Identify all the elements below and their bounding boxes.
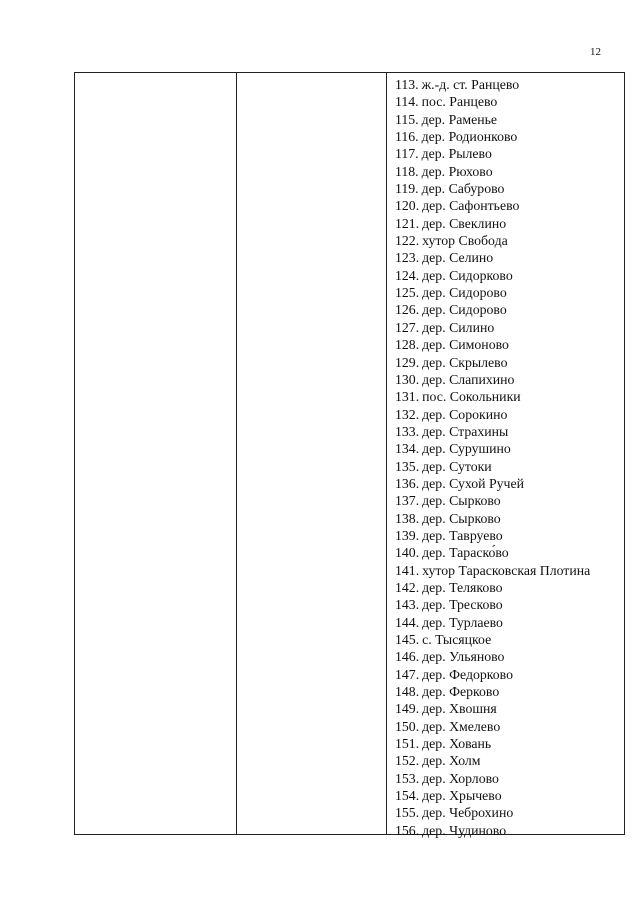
list-item	[395, 93, 625, 110]
entry-number: 144.	[395, 614, 420, 630]
list-item	[395, 128, 625, 145]
entry-number: 147.	[395, 666, 420, 682]
entry-number: 150.	[395, 718, 420, 734]
list-item	[395, 76, 625, 93]
entry-number: 121.	[395, 215, 420, 231]
entry-settlement-name: пос. Ранцево	[421, 94, 498, 110]
entry-number: 113.	[395, 77, 419, 92]
list-item	[395, 197, 625, 214]
entry-number: 117.	[395, 146, 419, 162]
entry-settlement-name: дер. Хмелево	[422, 718, 501, 734]
list-item	[395, 787, 625, 804]
entry-settlement-name: дер. Тараско́во	[422, 545, 509, 561]
entry-settlement-name: дер. Сурушино	[422, 441, 511, 457]
entry-settlement-name: дер. Тресково	[422, 597, 503, 613]
list-item	[395, 423, 625, 440]
entry-number: 126.	[395, 302, 420, 318]
entry-settlement-name: дер. Симоново	[422, 337, 509, 353]
list-item	[395, 336, 625, 353]
entry-settlement-name: дер. Рылево	[421, 146, 492, 162]
list-item	[395, 267, 625, 284]
list-item	[395, 388, 625, 405]
list-item	[395, 440, 625, 457]
entry-settlement-name: дер. Теляково	[422, 579, 503, 595]
list-item	[395, 614, 625, 631]
entry-number: 124.	[395, 267, 420, 283]
list-item	[395, 354, 625, 371]
entry-settlement-name: дер. Сидорково	[422, 267, 513, 283]
settlements-list	[395, 76, 625, 839]
entry-number: 129.	[395, 354, 420, 370]
entry-settlement-name: дер. Сырково	[422, 493, 501, 509]
entry-number: 140.	[395, 545, 420, 561]
entry-number: 152.	[395, 753, 420, 769]
list-item	[395, 631, 625, 648]
entry-number: 134.	[395, 441, 420, 457]
entry-number: 153.	[395, 770, 420, 786]
entry-settlement-name: дер. Чудиново	[422, 822, 507, 838]
list-item	[395, 301, 625, 318]
entry-number: 138.	[395, 510, 420, 526]
entry-settlement-name: дер. Тавруево	[422, 527, 503, 543]
entry-settlement-name: дер. Страхины	[422, 423, 509, 439]
list-item	[395, 527, 625, 544]
entry-settlement-name: дер. Сухой Ручей	[422, 475, 524, 491]
entry-settlement-name: дер. Сорокино	[422, 406, 508, 422]
entry-number: 148.	[395, 684, 420, 700]
entry-settlement-name: ж.-д. ст. Ранцево	[421, 77, 520, 92]
list-item	[395, 752, 625, 769]
list-item	[395, 180, 625, 197]
list-item	[395, 596, 625, 613]
list-item	[395, 804, 625, 821]
list-item	[395, 249, 625, 266]
entry-number: 123.	[395, 250, 420, 266]
entry-settlement-name: дер. Свеклино	[422, 215, 507, 231]
list-item	[395, 718, 625, 735]
entry-settlement-name: дер. Сутоки	[422, 458, 492, 474]
list-item	[395, 700, 625, 717]
entry-settlement-name: дер. Хорлово	[422, 770, 499, 786]
entry-number: 146.	[395, 649, 420, 665]
list-item	[395, 163, 625, 180]
list-item	[395, 475, 625, 492]
list-item	[395, 371, 625, 388]
entry-number: 132.	[395, 406, 420, 422]
list-item	[395, 492, 625, 509]
entry-settlement-name: дер. Раменье	[421, 111, 498, 127]
entry-number: 133.	[395, 423, 420, 439]
entry-settlement-name: дер. Слапихино	[422, 371, 515, 387]
entry-settlement-name: хутор Тарасковская Плотина	[422, 562, 591, 578]
entry-number: 116.	[395, 129, 419, 145]
entry-settlement-name: дер. Чеброхино	[422, 805, 514, 821]
entry-number: 136.	[395, 475, 420, 491]
entry-settlement-name: дер. Сидорово	[422, 302, 507, 318]
entry-settlement-name: хутор Свобода	[422, 233, 508, 249]
page-number: 12	[590, 46, 601, 58]
list-item	[395, 458, 625, 475]
entry-number: 119.	[395, 181, 419, 197]
entry-number: 143.	[395, 597, 420, 613]
entry-settlement-name: дер. Сырково	[422, 510, 501, 526]
entry-number: 145.	[395, 632, 420, 647]
entry-number: 120.	[395, 198, 420, 214]
settlements-table	[74, 72, 625, 838]
entry-number: 154.	[395, 788, 420, 804]
entry-settlement-name: дер. Федорково	[422, 666, 513, 682]
entry-settlement-name: дер. Силино	[422, 319, 495, 335]
entry-settlement-name: дер. Ферково	[422, 684, 500, 700]
entry-number: 122.	[395, 233, 420, 249]
column-divider-1	[236, 73, 237, 834]
list-item	[395, 284, 625, 301]
entry-settlement-name: пос. Сокольники	[422, 389, 521, 405]
entry-number: 137.	[395, 493, 420, 509]
entry-number: 115.	[395, 111, 419, 127]
list-item	[395, 215, 625, 232]
list-item	[395, 145, 625, 162]
list-item	[395, 232, 625, 249]
list-item	[395, 666, 625, 683]
entry-number: 142.	[395, 579, 420, 595]
list-item	[395, 510, 625, 527]
entry-settlement-name: дер. Рюхово	[421, 163, 493, 179]
list-item	[395, 579, 625, 596]
entry-number: 118.	[395, 163, 419, 179]
list-item	[395, 648, 625, 665]
entry-number: 156.	[395, 822, 420, 838]
entry-number: 130.	[395, 371, 420, 387]
entry-settlement-name: дер. Сабурово	[421, 181, 505, 197]
entry-settlement-name: дер. Родионково	[421, 129, 518, 145]
list-item	[395, 544, 625, 561]
entry-settlement-name: с. Тысяцкое	[422, 632, 492, 647]
list-item	[395, 562, 625, 579]
entry-settlement-name: дер. Селино	[422, 250, 494, 266]
entry-settlement-name: дер. Скрылево	[422, 354, 508, 370]
entry-settlement-name: дер. Хрычево	[422, 788, 502, 804]
entry-number: 127.	[395, 319, 420, 335]
entry-number: 125.	[395, 285, 420, 301]
entry-number: 149.	[395, 701, 420, 717]
entry-number: 151.	[395, 736, 420, 752]
entry-number: 141.	[395, 562, 420, 578]
entry-settlement-name: дер. Сафонтьево	[422, 198, 520, 214]
entry-number: 131.	[395, 389, 420, 405]
entry-settlement-name: дер. Ховань	[422, 736, 492, 752]
list-item	[395, 770, 625, 787]
entry-number: 139.	[395, 527, 420, 543]
entry-number: 135.	[395, 458, 420, 474]
list-item	[395, 735, 625, 752]
entry-number: 128.	[395, 337, 420, 353]
list-item	[395, 319, 625, 336]
entry-settlement-name: дер. Сидорово	[422, 285, 507, 301]
column-divider-2	[386, 73, 387, 834]
entry-number: 114.	[395, 94, 419, 110]
list-item	[395, 822, 625, 839]
entry-settlement-name: дер. Турлаево	[422, 614, 503, 630]
list-item	[395, 406, 625, 423]
entry-settlement-name: дер. Холм	[422, 753, 481, 769]
entry-number: 155.	[395, 805, 420, 821]
entry-settlement-name: дер. Ульяново	[422, 649, 505, 665]
list-item	[395, 111, 625, 128]
list-item	[395, 683, 625, 700]
entry-settlement-name: дер. Хвошня	[422, 701, 497, 717]
